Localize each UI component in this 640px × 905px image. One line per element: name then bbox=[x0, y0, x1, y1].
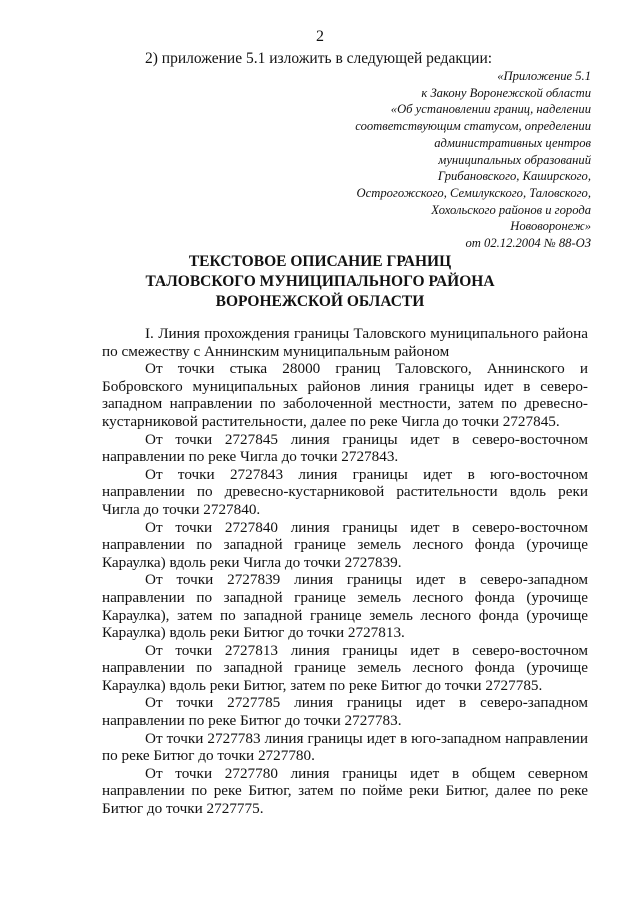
body-paragraph: От точки 2727783 линия границы идет в юго-западном направлении по реке Битюг до точки 2727780. bbox=[102, 729, 588, 765]
appendix-line: к Закону Воронежской области bbox=[421, 85, 591, 100]
body-paragraph: От точки 2727780 линия границы идет в общем северном направлении по реке Битюг, затем по пойме реки Битюг, далее по реке Битюг до точки 2727775. bbox=[102, 764, 588, 818]
body-paragraph: От точки 2727813 линия границы идет в северо-восточном направлении по западной границе земель лесного фонда (урочище Караулка) вдоль реки Битюг, затем по реке Битюг до точки 2727785. bbox=[102, 641, 588, 694]
title-line: ВОРОНЕЖСКОЙ ОБЛАСТИ bbox=[215, 293, 425, 310]
body-paragraph: От точки 2727839 линия границы идет в северо-западном направлении по западной границе земель лесного фонда (урочище Караулка), затем по западной границе земель лесного фонда (урочище Караулка) вдоль реки Битюг до точки 2727813. bbox=[102, 571, 588, 642]
page-number: 2 bbox=[316, 28, 324, 45]
body-paragraph: От точки 2727785 линия границы идет в северо-западном направлении по реке Битюг до точки 2727783. bbox=[102, 694, 588, 730]
section-heading: I. Линия прохождения границы Таловского муниципального района по смежеству с Аннинским муниципальным районом bbox=[102, 325, 588, 360]
appendix-line: Грибановского, Каширского, bbox=[437, 169, 591, 184]
title-line: ТАЛОВСКОГО МУНИЦИПАЛЬНОГО РАЙОНА bbox=[145, 273, 495, 290]
appendix-line: Нововоронеж» bbox=[510, 219, 591, 234]
body-paragraph: От точки 2727845 линия границы идет в северо-восточном направлении по реке Чигла до точки 2727843. bbox=[102, 430, 588, 466]
body-paragraph: От точки стыка 28000 границ Таловского, Аннинского и Бобровского муниципальных районов линия границы идет в северо-западном направлении по заболоченной местности, затем по древесно-кустарниковой растительности, далее по реке Чигла до точки 2727845. bbox=[102, 360, 588, 430]
appendix-line: административных центров bbox=[434, 135, 591, 150]
appendix-line: «Об установлении границ, наделении bbox=[390, 102, 591, 117]
appendix-line: муниципальных образований bbox=[438, 152, 591, 167]
intro-line: 2) приложение 5.1 изложить в следующей редакции: bbox=[145, 50, 493, 67]
appendix-line: от 02.12.2004 № 88-ОЗ bbox=[465, 236, 591, 251]
body-paragraph: От точки 2727840 линия границы идет в северо-восточном направлении по западной границе земель лесного фонда (урочище Караулка) вдоль реки Чигла до точки 2727839. bbox=[102, 518, 588, 571]
appendix-line: Хохольского районов и города bbox=[431, 202, 591, 217]
appendix-line: Острогожского, Семилукского, Таловского, bbox=[356, 185, 591, 200]
appendix-line: «Приложение 5.1 bbox=[497, 69, 591, 83]
title-line: ТЕКСТОВОЕ ОПИСАНИЕ ГРАНИЦ bbox=[188, 253, 452, 270]
document-title bbox=[0, 252, 640, 312]
appendix-reference bbox=[271, 68, 591, 252]
body-paragraph: От точки 2727843 линия границы идет в юго-восточном направлении по древесно-кустарниковой растительности вдоль реки Чигла до точки 2727840. bbox=[102, 465, 588, 518]
document-body bbox=[102, 325, 588, 818]
appendix-line: соответствующим статусом, определении bbox=[355, 119, 591, 134]
